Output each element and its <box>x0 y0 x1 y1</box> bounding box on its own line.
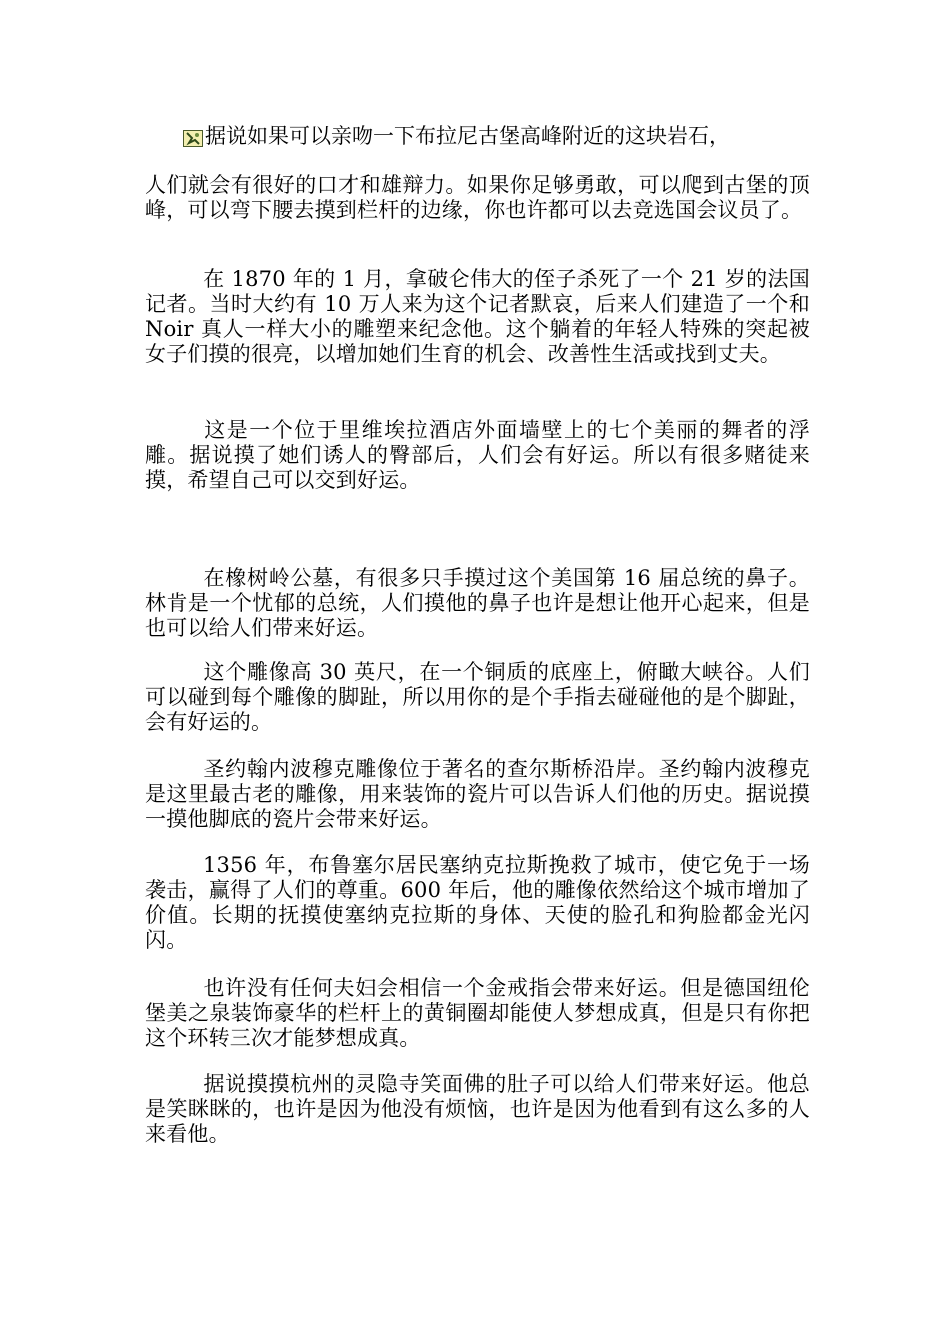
paragraph-noir <box>145 267 810 367</box>
paragraph-riviera <box>145 418 810 493</box>
paragraph-text: 这是一个位于里维埃拉酒店外面墙壁上的七个美丽的舞者的浮雕。据说摸了她们诱人的臀部后，人们会有好运。所以有很多赌徒来摸，希望自己可以交到好运。 <box>145 418 810 492</box>
lead-continuation: 人们就会有很好的口才和雄辩力。如果你足够勇敢，可以爬到古堡的顶峰，可以弯下腰去摸到栏杆的边缘，你也许都可以去竞选国会议员了。 <box>145 173 810 222</box>
paragraph-nuremberg <box>145 976 810 1051</box>
paragraph-nepomuk <box>145 757 810 832</box>
image-placeholder-icon <box>183 128 203 145</box>
paragraph-text: 在橡树岭公墓，有很多只手摸过这个美国第 16 届总统的鼻子。林肯是一个忧郁的总统，人们摸他的鼻子也许是想让他开心起来，但是也可以给人们带来好运。 <box>145 566 810 640</box>
lead-first-line-text: 据说如果可以亲吻一下布拉尼古堡高峰附近的这块岩石， <box>205 124 730 148</box>
paragraph-text: 在 1870 年的 1 月，拿破仑伟大的侄子杀死了一个 21 岁的法国记者。当时大约有 10 万人来为这个记者默哀，后来人们建造了一个和 Noir 真人一样大小的雕塑来纪念他。这个躺着的年轻人特殊的突起被女子们摸的很亮，以增加她们生育的机会、改善性生活或找到丈夫。 <box>145 267 810 366</box>
paragraph-text: 据说摸摸杭州的灵隐寺笑面佛的肚子可以给人们带来好运。他总是笑眯眯的，也许是因为他没有烦恼，也许是因为他看到有这么多的人来看他。 <box>145 1072 810 1146</box>
lead-first-line <box>183 124 730 149</box>
paragraph-grand-canyon <box>145 660 810 735</box>
paragraph-text: 1356 年，布鲁塞尔居民塞纳克拉斯挽救了城市，使它免于一场袭击，赢得了人们的尊重。600 年后，他的雕像依然给这个城市增加了价值。长期的抚摸使塞纳克拉斯的身体、天使的脸孔和狗脸都金光闪闪。 <box>145 853 810 952</box>
paragraph-serclaes <box>145 853 810 953</box>
paragraph-text: 也许没有任何夫妇会相信一个金戒指会带来好运。但是德国纽伦堡美之泉装饰豪华的栏杆上的黄铜圈却能使人梦想成真，但是只有你把这个环转三次才能梦想成真。 <box>145 976 810 1050</box>
paragraph-text: 这个雕像高 30 英尺，在一个铜质的底座上，俯瞰大峡谷。人们可以碰到每个雕像的脚趾，所以用你的是个手指去碰碰他的是个脚趾，会有好运的。 <box>145 660 810 734</box>
paragraph-lincoln <box>145 566 810 641</box>
paragraph-text: 圣约翰内波穆克雕像位于著名的查尔斯桥沿岸。圣约翰内波穆克是这里最古老的雕像，用来装饰的瓷片可以告诉人们他的历史。据说摸一摸他脚底的瓷片会带来好运。 <box>145 757 810 831</box>
paragraph-lingyin <box>145 1072 810 1147</box>
